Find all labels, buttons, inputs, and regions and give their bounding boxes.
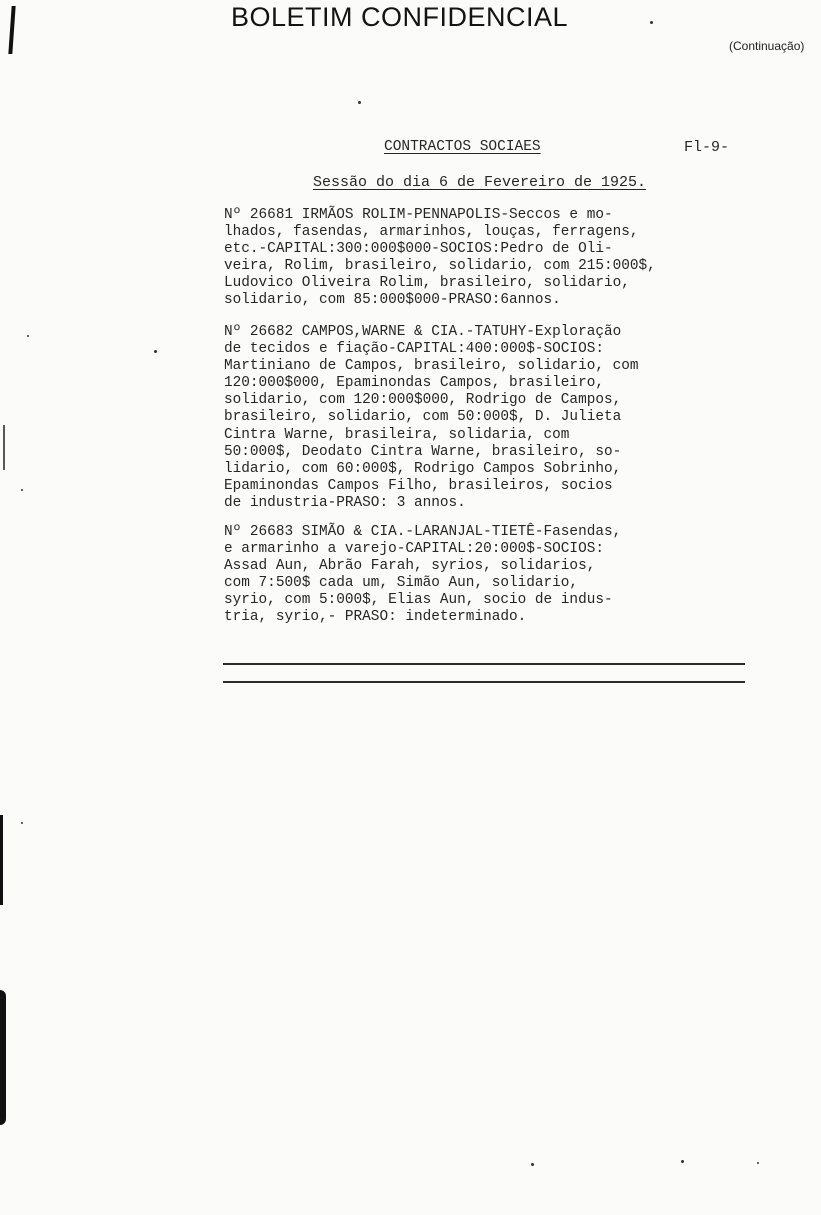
contract-entry — [224, 207, 784, 310]
entry-line: solidario, com 85:000$000-PRASO:6annos. — [224, 292, 561, 309]
scan-speck — [21, 822, 23, 824]
entry-line: tria, syrio,- PRASO: indeterminado. — [224, 609, 527, 626]
entry-line: Ludovico Oliveira Rolim, brasileiro, solidario, — [224, 275, 630, 292]
scan-speck — [27, 335, 29, 337]
entry-line: de tecidos e fiação-CAPITAL:400:000$-SOCIOS: — [224, 341, 604, 358]
closing-rule — [223, 663, 745, 665]
entry-line: e armarinho a varejo-CAPITAL:20:000$-SOCIOS: — [224, 541, 604, 558]
entry-line: Nº 26681 IRMÃOS ROLIM-PENNAPOLIS-Seccos e mo- — [224, 207, 613, 223]
entry-line: 50:000$, Deodato Cintra Warne, brasileiro, so- — [224, 443, 622, 460]
contract-entry — [224, 524, 784, 627]
contract-entry — [224, 324, 784, 512]
entry-line: com 7:500$ cada um, Simão Aun, solidario, — [224, 575, 579, 592]
scan-speck — [757, 1162, 759, 1164]
entry-line: Nº 26683 SIMÃO & CIA.-LARANJAL-TIETÊ-Fasendas, — [224, 524, 622, 540]
entry-line: de industria-PRASO: 3 annos. — [224, 494, 466, 511]
scan-edge-mark — [8, 6, 15, 54]
section-title: CONTRACTOS SOCIAES — [384, 139, 541, 155]
entry-line: brasileiro, solidario, com 50:000$, D. Julieta — [224, 409, 622, 426]
scan-speck — [358, 101, 361, 104]
bulletin-title: BOLETIM CONFIDENCIAL — [231, 2, 569, 32]
entry-line: Martiniano de Campos, brasileiro, solidario, com — [224, 358, 639, 375]
page-reference: Fl-9- — [684, 139, 730, 156]
scan-edge-mark — [3, 425, 5, 470]
scan-edge-mark — [0, 815, 3, 905]
session-date: Sessão do dia 6 de Fevereiro de 1925. — [313, 174, 647, 191]
scan-speck — [531, 1163, 534, 1166]
scan-speck — [681, 1160, 684, 1163]
entry-line: Epaminondas Campos Filho, brasileiros, socios — [224, 477, 613, 494]
entry-line: lidario, com 60:000$, Rodrigo Campos Sobrinho, — [224, 460, 622, 477]
scan-speck — [21, 489, 23, 491]
entry-line: syrio, com 5:000$, Elias Aun, socio de indus- — [224, 592, 613, 609]
entry-line: Assad Aun, Abrão Farah, syrios, solidarios, — [224, 558, 596, 575]
entry-line: Cintra Warne, brasileira, solidaria, com — [224, 426, 570, 443]
entry-line: solidario, com 120:000$000, Rodrigo de Campos, — [224, 392, 622, 409]
continuation-label: (Continuação) — [729, 39, 805, 53]
scan-edge-mark — [0, 990, 6, 1125]
entry-line: etc.-CAPITAL:300:000$000-SOCIOS:Pedro de Oli- — [224, 241, 613, 258]
closing-rule — [223, 681, 745, 683]
entry-line: Nº 26682 CAMPOS,WARNE & CIA.-TATUHY-Exploração — [224, 324, 622, 340]
entry-line: 120:000$000, Epaminondas Campos, brasileiro, — [224, 375, 604, 392]
scan-speck — [650, 21, 653, 24]
entry-line: lhados, fasendas, armarinhos, louças, ferragens, — [224, 224, 639, 241]
entry-line: veira, Rolim, brasileiro, solidario, com 215:000$, — [224, 258, 656, 275]
scan-speck — [154, 350, 157, 353]
